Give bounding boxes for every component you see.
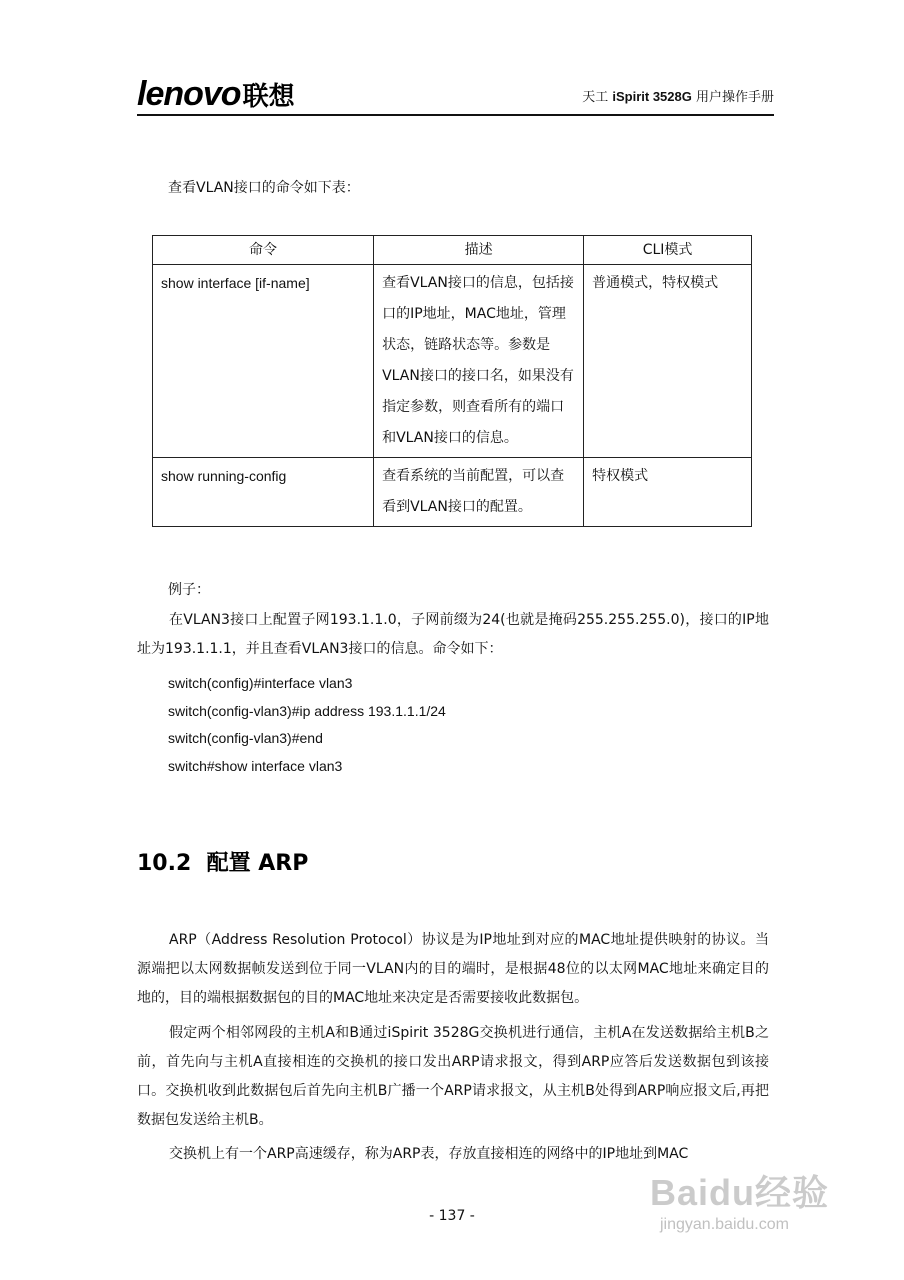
example-label: 例子： xyxy=(168,582,210,598)
page-header xyxy=(137,76,774,116)
section-number: 10.2 xyxy=(137,851,192,876)
cli-command: switch(config-vlan3)#end xyxy=(168,730,323,746)
cli-command: switch(config)#interface vlan3 xyxy=(168,675,353,691)
table-row xyxy=(153,265,752,458)
page-number: - 137 - xyxy=(429,1208,475,1224)
table-row xyxy=(153,458,752,527)
column-header: 描述 xyxy=(374,236,584,265)
watermark-main: Baidu经验 xyxy=(650,1172,830,1213)
baidu-watermark xyxy=(650,1165,850,1240)
description-cell: 查看系统的当前配置，可以查看到VLAN接口的配置。 xyxy=(374,458,584,527)
cli-command: switch#show interface vlan3 xyxy=(168,758,343,774)
section-title: 配置 ARP xyxy=(206,851,309,876)
manual-title: 天工 iSpirit 3528G 用户操作手册 xyxy=(582,89,774,105)
body-paragraph: 假定两个相邻网段的主机A和B通过iSpirit 3528G交换机进行通信，主机A在发送数据给主机B之前，首先向与主机A直接相连的交换机的接口发出ARP请求报文，得到ARP应答后发送数据包到该接口。交换机收到此数据包后首先向主机B广播一个ARP请求报文，从主机B处得到ARP响应报文后,再把数据包发送给主机B。 xyxy=(137,1025,769,1128)
cli-command: switch(config-vlan3)#ip address 193.1.1.1/24 xyxy=(168,703,446,719)
lenovo-logo: lenovo联想 xyxy=(137,75,295,113)
command-cell: show running-config xyxy=(153,458,374,527)
command-cell: show interface [if-name] xyxy=(153,265,374,458)
example-text: 在VLAN3接口上配置子网193.1.1.0，子网前缀为24(也就是掩码255.255.255.0)，接口的IP地址为193.1.1.1，并且查看VLAN3接口的信息。命令如下： xyxy=(137,612,769,657)
table-intro: 查看VLAN接口的命令如下表： xyxy=(168,180,360,196)
description-cell: 查看VLAN接口的信息，包括接口的IP地址，MAC地址，管理状态，链路状态等。参数是VLAN接口的接口名，如果没有指定参数，则查看所有的端口和VLAN接口的信息。 xyxy=(374,265,584,458)
table-header-row xyxy=(153,236,752,265)
body-paragraph: 交换机上有一个ARP高速缓存，称为ARP表，存放直接相连的网络中的IP地址到MAC xyxy=(169,1146,689,1162)
header-divider xyxy=(137,114,774,116)
body-paragraph: ARP（Address Resolution Protocol）协议是为IP地址到对应的MAC地址提供映射的协议。当源端把以太网数据帧发送到位于同一VLAN内的目的端时，是根据48位的以太网MAC地址来确定目的地的，目的端根据数据包的目的MAC地址来决定是否需要接收此数据包。 xyxy=(137,932,769,1006)
mode-cell: 普通模式，特权模式 xyxy=(584,265,752,458)
column-header: CLI模式 xyxy=(584,236,752,265)
watermark-url: jingyan.baidu.com xyxy=(660,1216,789,1233)
section-heading xyxy=(137,846,308,877)
mode-cell: 特权模式 xyxy=(584,458,752,527)
column-header: 命令 xyxy=(153,236,374,265)
command-table xyxy=(152,235,752,527)
